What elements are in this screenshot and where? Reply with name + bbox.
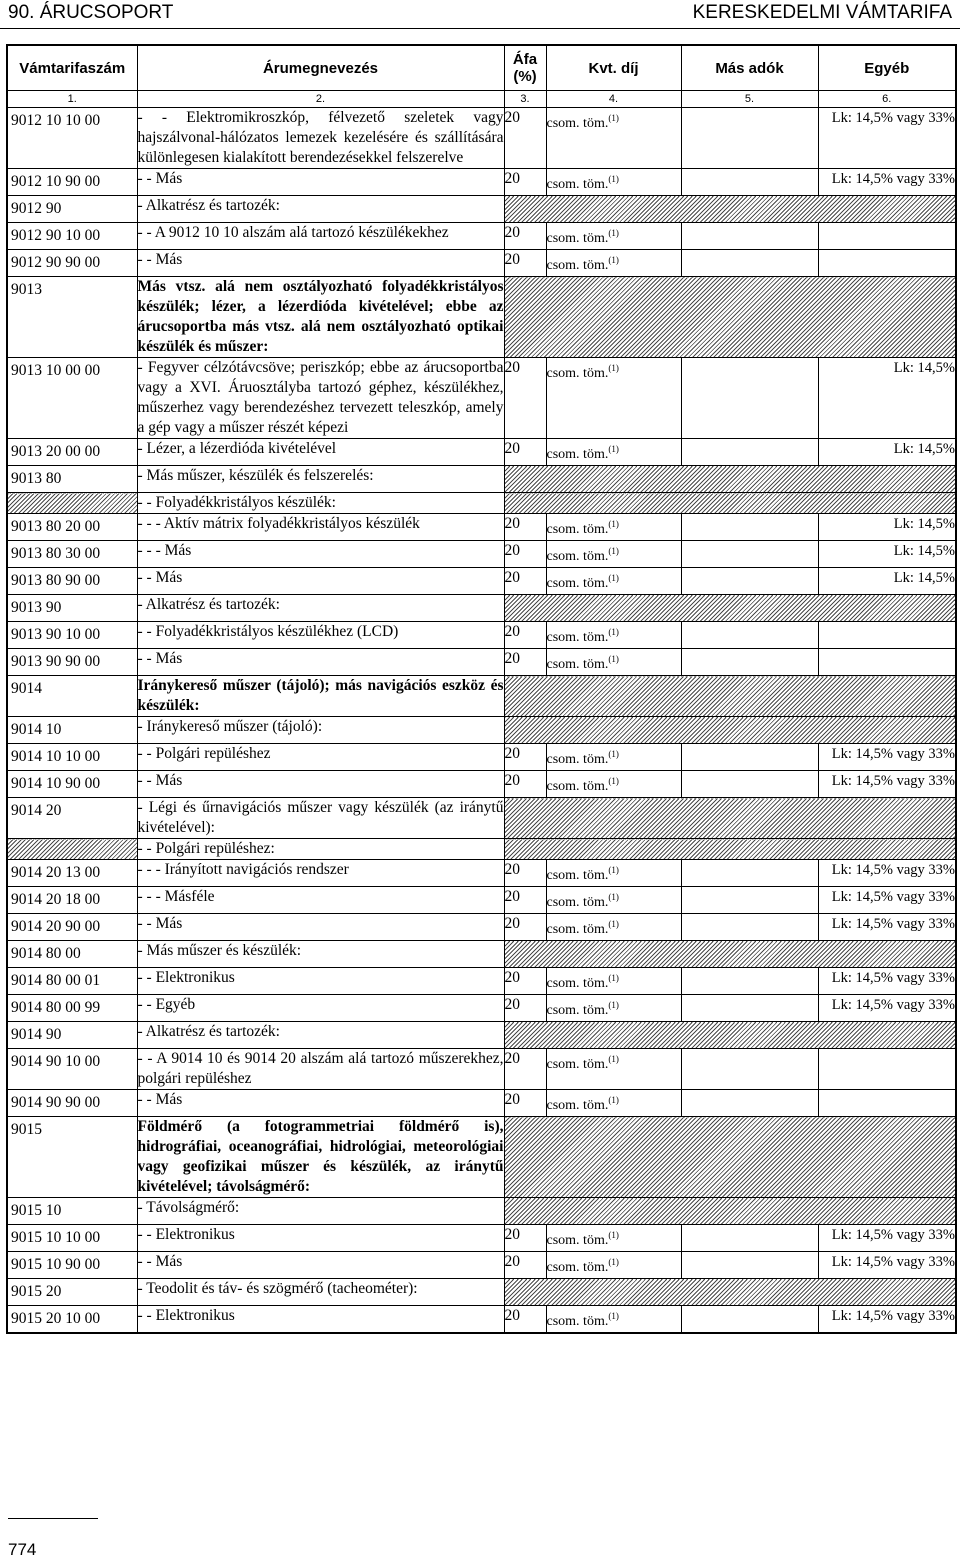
- kvt-fee: [546, 568, 681, 595]
- table-row: [7, 493, 956, 514]
- kvt-fee: [546, 1090, 681, 1117]
- table-row: [7, 439, 956, 466]
- mas-adok-cell: [681, 622, 818, 649]
- product-description: - - - Irányított navigációs rendszer: [137, 860, 504, 887]
- afa-value: 20: [504, 223, 546, 250]
- mas-adok-cell: [681, 887, 818, 914]
- column-number-row: [7, 91, 956, 108]
- footer-rule: [8, 1518, 98, 1519]
- tariff-code: 9013 80 30 00: [7, 541, 137, 568]
- col-number: 1.: [7, 91, 137, 108]
- table-row: [7, 1049, 956, 1090]
- afa-value: 20: [504, 1049, 546, 1090]
- hatched-cell: [504, 493, 956, 514]
- hatched-cell: [504, 466, 956, 493]
- col-number: 4.: [546, 91, 681, 108]
- product-description: - - Folyadékkristályos készülékhez (LCD): [137, 622, 504, 649]
- table-row: [7, 1090, 956, 1117]
- egyeb-value: Lk: 14,5% vagy 33%: [818, 1306, 956, 1334]
- footnote-marker: (1): [608, 573, 619, 583]
- kvt-fee-text: csom. töm.: [546, 447, 609, 462]
- kvt-fee-text: csom. töm.: [546, 976, 609, 991]
- table-row: [7, 595, 956, 622]
- col-header-name: Árumegnevezés: [137, 45, 504, 91]
- footnote-marker: (1): [608, 228, 619, 238]
- kvt-fee: [546, 622, 681, 649]
- kvt-fee-text: csom. töm.: [546, 522, 609, 537]
- kvt-fee: [546, 1225, 681, 1252]
- product-description: - Távolságmérő:: [137, 1198, 504, 1225]
- egyeb-value: Lk: 14,5% vagy 33%: [818, 887, 956, 914]
- tariff-code: 9015 10: [7, 1198, 137, 1225]
- egyeb-value: [818, 1049, 956, 1090]
- footnote-marker: (1): [608, 174, 619, 184]
- product-description: - Más műszer, készülék és felszerelés:: [137, 466, 504, 493]
- tariff-code: 9014: [7, 676, 137, 717]
- mas-adok-cell: [681, 1225, 818, 1252]
- table-row: [7, 1279, 956, 1306]
- afa-value: 20: [504, 622, 546, 649]
- tariff-code: 9014 80 00 99: [7, 995, 137, 1022]
- table-row: [7, 568, 956, 595]
- footnote-marker: (1): [608, 627, 619, 637]
- product-description: - - Polgári repüléshez: [137, 744, 504, 771]
- hatched-cell: [504, 196, 956, 223]
- mas-adok-cell: [681, 514, 818, 541]
- kvt-fee: [546, 514, 681, 541]
- tariff-code: 9014 10 90 00: [7, 771, 137, 798]
- footnote-marker: (1): [608, 973, 619, 983]
- footnote-marker: (1): [608, 865, 619, 875]
- hatched-cell: [504, 1198, 956, 1225]
- table-row: [7, 622, 956, 649]
- kvt-fee-text: csom. töm.: [546, 576, 609, 591]
- product-description: - - - Aktív mátrix folyadékkristályos készülék: [137, 514, 504, 541]
- product-description: - Légi és űrnavigációs műszer vagy készülék (az iránytű kivételével):: [137, 798, 504, 839]
- mas-adok-cell: [681, 1252, 818, 1279]
- tariff-code: 9014 10: [7, 717, 137, 744]
- egyeb-value: Lk: 14,5%: [818, 358, 956, 439]
- footnote-marker: (1): [608, 444, 619, 454]
- afa-value: 20: [504, 995, 546, 1022]
- afa-value: 20: [504, 649, 546, 676]
- kvt-fee: [546, 860, 681, 887]
- table-row: [7, 250, 956, 277]
- kvt-fee-text: csom. töm.: [546, 177, 609, 192]
- kvt-fee-text: csom. töm.: [546, 922, 609, 937]
- table-row: [7, 169, 956, 196]
- kvt-fee-text: csom. töm.: [546, 366, 609, 381]
- afa-value: 20: [504, 169, 546, 196]
- kvt-fee: [546, 223, 681, 250]
- col-header-afa: Áfa (%): [504, 45, 546, 91]
- table-row: [7, 466, 956, 493]
- table-row: [7, 541, 956, 568]
- mas-adok-cell: [681, 995, 818, 1022]
- table-row: [7, 1022, 956, 1049]
- table-row: [7, 914, 956, 941]
- kvt-fee-text: csom. töm.: [546, 1314, 609, 1329]
- col-header-mas: Más adók: [681, 45, 818, 91]
- kvt-fee-text: csom. töm.: [546, 630, 609, 645]
- footnote-marker: (1): [608, 654, 619, 664]
- mas-adok-cell: [681, 439, 818, 466]
- egyeb-value: [818, 223, 956, 250]
- product-description: - - Más: [137, 1252, 504, 1279]
- mas-adok-cell: [681, 568, 818, 595]
- table-row: [7, 771, 956, 798]
- table-row: [7, 676, 956, 717]
- col-number: 3.: [504, 91, 546, 108]
- footnote-marker: (1): [608, 776, 619, 786]
- tariff-code: 9014 10 10 00: [7, 744, 137, 771]
- kvt-fee-text: csom. töm.: [546, 1003, 609, 1018]
- kvt-fee: [546, 439, 681, 466]
- kvt-fee-text: csom. töm.: [546, 657, 609, 672]
- tariff-code: 9015 20: [7, 1279, 137, 1306]
- table-row: [7, 108, 956, 169]
- afa-value: 20: [504, 744, 546, 771]
- egyeb-value: [818, 649, 956, 676]
- egyeb-value: Lk: 14,5% vagy 33%: [818, 108, 956, 169]
- kvt-fee: [546, 968, 681, 995]
- product-description: - Alkatrész és tartozék:: [137, 595, 504, 622]
- product-description: - Alkatrész és tartozék:: [137, 196, 504, 223]
- egyeb-value: Lk: 14,5%: [818, 514, 956, 541]
- afa-value: 20: [504, 1090, 546, 1117]
- tariff-code: 9013 80: [7, 466, 137, 493]
- product-description: - Teodolit és táv- és szögmérő (tacheométer):: [137, 1279, 504, 1306]
- table-row: [7, 277, 956, 358]
- product-description: - Fegyver célzótávcsöve; periszkóp; ebbe az árucsoportba vagy a XVI. Áruosztályba tartozó géphez, készülékhez, műszerhez vagy berendezéshez tervezett teleszkóp, amely a gép vagy a műszer részét képezi: [137, 358, 504, 439]
- afa-value: 20: [504, 250, 546, 277]
- hatched-cell: [504, 1117, 956, 1198]
- kvt-fee: [546, 1049, 681, 1090]
- footnote-marker: (1): [608, 1000, 619, 1010]
- tariff-body: [7, 108, 956, 1334]
- table-row: [7, 196, 956, 223]
- tariff-code: 9012 90 10 00: [7, 223, 137, 250]
- product-description: - - Folyadékkristályos készülék:: [137, 493, 504, 514]
- mas-adok-cell: [681, 1090, 818, 1117]
- hatched-cell: [504, 798, 956, 839]
- kvt-fee-text: csom. töm.: [546, 549, 609, 564]
- table-row: [7, 1225, 956, 1252]
- mas-adok-cell: [681, 744, 818, 771]
- table-row: [7, 839, 956, 860]
- product-description: - Lézer, a lézerdióda kivételével: [137, 439, 504, 466]
- egyeb-value: Lk: 14,5% vagy 33%: [818, 169, 956, 196]
- afa-value: 20: [504, 1306, 546, 1334]
- kvt-fee: [546, 771, 681, 798]
- product-description: - - Más: [137, 250, 504, 277]
- tariff-code: 9014 90 10 00: [7, 1049, 137, 1090]
- mas-adok-cell: [681, 358, 818, 439]
- tariff-code: 9012 90 90 00: [7, 250, 137, 277]
- product-description: - - Más: [137, 169, 504, 196]
- mas-adok-cell: [681, 223, 818, 250]
- product-description: - - Elektromikroszkóp, félvezető szeletek vagy hajszálvonal-hálózatos lemezek kezelésére és szállítására különlegesen kialakított berendezésekkel felszerelve: [137, 108, 504, 169]
- product-description: - - Elektronikus: [137, 1225, 504, 1252]
- header-rule: [0, 28, 960, 29]
- tariff-code: 9014 80 00: [7, 941, 137, 968]
- egyeb-value: Lk: 14,5% vagy 33%: [818, 968, 956, 995]
- kvt-fee-text: csom. töm.: [546, 231, 609, 246]
- egyeb-value: Lk: 14,5%: [818, 568, 956, 595]
- hatched-cell: [504, 941, 956, 968]
- column-header-row: [7, 45, 956, 91]
- tariff-code: 9012 10 90 00: [7, 169, 137, 196]
- product-description: - Más műszer és készülék:: [137, 941, 504, 968]
- egyeb-value: Lk: 14,5% vagy 33%: [818, 860, 956, 887]
- tariff-code: 9014 20 90 00: [7, 914, 137, 941]
- table-row: [7, 941, 956, 968]
- table-row: [7, 1117, 956, 1198]
- footnote-marker: (1): [608, 113, 619, 123]
- mas-adok-cell: [681, 771, 818, 798]
- product-description: - - Elektronikus: [137, 968, 504, 995]
- footnote-marker: (1): [608, 749, 619, 759]
- footnote-marker: (1): [608, 892, 619, 902]
- kvt-fee-text: csom. töm.: [546, 895, 609, 910]
- tariff-code: 9014 20 13 00: [7, 860, 137, 887]
- egyeb-value: [818, 622, 956, 649]
- tariff-code: 9014 20: [7, 798, 137, 839]
- hatched-cell: [504, 277, 956, 358]
- product-description: - - Más: [137, 771, 504, 798]
- kvt-fee: [546, 995, 681, 1022]
- mas-adok-cell: [681, 169, 818, 196]
- product-description: Iránykereső műszer (tájoló); más navigációs eszköz és készülék:: [137, 676, 504, 717]
- afa-value: 20: [504, 771, 546, 798]
- col-number: 5.: [681, 91, 818, 108]
- footnote-marker: (1): [608, 1257, 619, 1267]
- table-row: [7, 223, 956, 250]
- page-number: 774: [8, 1540, 37, 1559]
- col-header-code: Vámtarifaszám: [7, 45, 137, 91]
- kvt-fee-text: csom. töm.: [546, 779, 609, 794]
- tariff-code: 9015 10 90 00: [7, 1252, 137, 1279]
- tariff-code: 9013 90 90 00: [7, 649, 137, 676]
- footnote-marker: (1): [608, 1230, 619, 1240]
- table-row: [7, 968, 956, 995]
- mas-adok-cell: [681, 649, 818, 676]
- afa-value: 20: [504, 1225, 546, 1252]
- footnote-marker: (1): [608, 1311, 619, 1321]
- egyeb-value: Lk: 14,5% vagy 33%: [818, 771, 956, 798]
- tariff-code: 9013 90: [7, 595, 137, 622]
- product-description: - Alkatrész és tartozék:: [137, 1022, 504, 1049]
- afa-value: 20: [504, 914, 546, 941]
- footnote-marker: (1): [608, 519, 619, 529]
- mas-adok-cell: [681, 914, 818, 941]
- egyeb-value: [818, 1090, 956, 1117]
- mas-adok-cell: [681, 1306, 818, 1334]
- afa-value: 20: [504, 541, 546, 568]
- egyeb-value: Lk: 14,5% vagy 33%: [818, 1252, 956, 1279]
- kvt-fee-text: csom. töm.: [546, 1260, 609, 1275]
- afa-value: 20: [504, 1252, 546, 1279]
- mas-adok-cell: [681, 968, 818, 995]
- tariff-code: [7, 493, 137, 514]
- tariff-code: 9015: [7, 1117, 137, 1198]
- product-description: - - Más: [137, 568, 504, 595]
- mas-adok-cell: [681, 108, 818, 169]
- afa-value: 20: [504, 968, 546, 995]
- hatched-cell: [504, 1279, 956, 1306]
- tariff-code: 9013: [7, 277, 137, 358]
- kvt-fee-text: csom. töm.: [546, 752, 609, 767]
- col-number: 6.: [818, 91, 956, 108]
- table-row: [7, 860, 956, 887]
- egyeb-value: Lk: 14,5%: [818, 541, 956, 568]
- footnote-marker: (1): [608, 546, 619, 556]
- afa-value: 20: [504, 568, 546, 595]
- table-row: [7, 744, 956, 771]
- product-description: - - A 9014 10 és 9014 20 alszám alá tartozó műszerekhez, polgári repüléshez: [137, 1049, 504, 1090]
- product-description: - Iránykereső műszer (tájoló):: [137, 717, 504, 744]
- afa-value: 20: [504, 514, 546, 541]
- footnote-marker: (1): [608, 919, 619, 929]
- tariff-code: 9012 10 10 00: [7, 108, 137, 169]
- table-row: [7, 887, 956, 914]
- chapter-title: 90. ÁRUCSOPORT: [8, 2, 174, 23]
- egyeb-value: Lk: 14,5% vagy 33%: [818, 1225, 956, 1252]
- table-row: [7, 798, 956, 839]
- mas-adok-cell: [681, 250, 818, 277]
- kvt-fee-text: csom. töm.: [546, 1098, 609, 1113]
- egyeb-value: Lk: 14,5% vagy 33%: [818, 914, 956, 941]
- col-header-kvt: Kvt. díj: [546, 45, 681, 91]
- afa-value: 20: [504, 439, 546, 466]
- kvt-fee-text: csom. töm.: [546, 258, 609, 273]
- product-description: Földmérő (a fotogrammetriai földmérő is), hidrográfiai, oceanográfiai, hidrológiai, meteorológiai vagy geofizikai műszer és készülék, az iránytű kivételével; távolságmérő:: [137, 1117, 504, 1198]
- afa-value: 20: [504, 108, 546, 169]
- tariff-code: [7, 839, 137, 860]
- table-row: [7, 514, 956, 541]
- footnote-marker: (1): [608, 1095, 619, 1105]
- kvt-fee-text: csom. töm.: [546, 1057, 609, 1072]
- kvt-fee: [546, 358, 681, 439]
- kvt-fee: [546, 250, 681, 277]
- kvt-fee-text: csom. töm.: [546, 868, 609, 883]
- hatched-cell: [504, 839, 956, 860]
- kvt-fee: [546, 1306, 681, 1334]
- col-number: 2.: [137, 91, 504, 108]
- tariff-code: 9013 20 00 00: [7, 439, 137, 466]
- kvt-fee: [546, 108, 681, 169]
- kvt-fee: [546, 744, 681, 771]
- kvt-fee: [546, 1252, 681, 1279]
- tariff-code: 9013 10 00 00: [7, 358, 137, 439]
- tariff-code: 9014 20 18 00: [7, 887, 137, 914]
- product-description: - - A 9012 10 10 alszám alá tartozó készülékekhez: [137, 223, 504, 250]
- kvt-fee: [546, 649, 681, 676]
- tariff-code: 9015 20 10 00: [7, 1306, 137, 1334]
- afa-value: 20: [504, 887, 546, 914]
- kvt-fee: [546, 541, 681, 568]
- egyeb-value: Lk: 14,5% vagy 33%: [818, 995, 956, 1022]
- product-description: - - - Másféle: [137, 887, 504, 914]
- hatched-cell: [504, 595, 956, 622]
- tariff-code: 9013 80 90 00: [7, 568, 137, 595]
- footnote-marker: (1): [608, 363, 619, 373]
- kvt-fee-text: csom. töm.: [546, 116, 609, 131]
- tariff-code: 9013 90 10 00: [7, 622, 137, 649]
- kvt-fee: [546, 887, 681, 914]
- footnote-marker: (1): [608, 1054, 619, 1064]
- table-row: [7, 717, 956, 744]
- tariff-code: 9012 90: [7, 196, 137, 223]
- tariff-code: 9014 90: [7, 1022, 137, 1049]
- tariff-code: 9015 10 10 00: [7, 1225, 137, 1252]
- egyeb-value: [818, 250, 956, 277]
- tariff-table: [6, 44, 957, 1334]
- egyeb-value: Lk: 14,5%: [818, 439, 956, 466]
- page-header: [8, 2, 952, 26]
- tariff-code: 9014 90 90 00: [7, 1090, 137, 1117]
- product-description: - - Elektronikus: [137, 1306, 504, 1334]
- hatched-cell: [504, 676, 956, 717]
- afa-value: 20: [504, 860, 546, 887]
- document-title: KERESKEDELMI VÁMTARIFA: [692, 2, 952, 23]
- hatched-cell: [504, 1022, 956, 1049]
- product-description: - - Más: [137, 649, 504, 676]
- product-description: - - Egyéb: [137, 995, 504, 1022]
- kvt-fee: [546, 169, 681, 196]
- product-description: - - Polgári repüléshez:: [137, 839, 504, 860]
- table-row: [7, 1252, 956, 1279]
- hatched-cell: [504, 717, 956, 744]
- kvt-fee: [546, 914, 681, 941]
- table-row: [7, 995, 956, 1022]
- tariff-code: 9014 80 00 01: [7, 968, 137, 995]
- egyeb-value: Lk: 14,5% vagy 33%: [818, 744, 956, 771]
- table-row: [7, 1198, 956, 1225]
- mas-adok-cell: [681, 860, 818, 887]
- afa-value: 20: [504, 358, 546, 439]
- tariff-code: 9013 80 20 00: [7, 514, 137, 541]
- mas-adok-cell: [681, 1049, 818, 1090]
- product-description: Más vtsz. alá nem osztályozható folyadékkristályos készülék; lézer, a lézerdióda kivételével; ebbe az árucsoportba más vtsz. alá nem osztályozható optikai készülék és műszer:: [137, 277, 504, 358]
- table-row: [7, 1306, 956, 1334]
- product-description: - - Más: [137, 914, 504, 941]
- kvt-fee-text: csom. töm.: [546, 1233, 609, 1248]
- product-description: - - Más: [137, 1090, 504, 1117]
- table-row: [7, 649, 956, 676]
- table-row: [7, 358, 956, 439]
- col-header-egyeb: Egyéb: [818, 45, 956, 91]
- mas-adok-cell: [681, 541, 818, 568]
- footnote-marker: (1): [608, 255, 619, 265]
- product-description: - - - Más: [137, 541, 504, 568]
